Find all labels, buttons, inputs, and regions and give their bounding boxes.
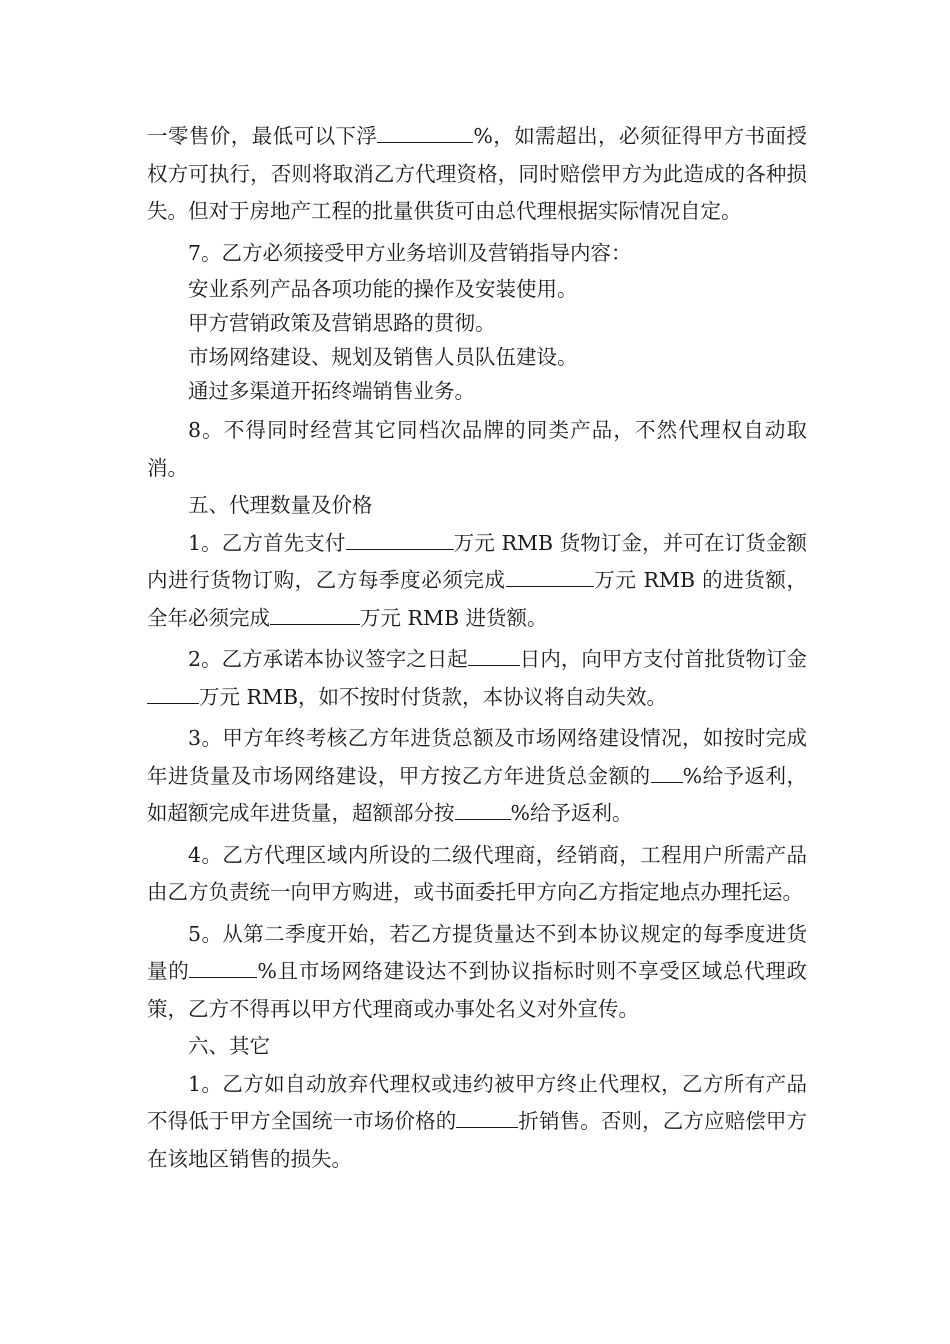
section-heading-text: 五、代理数量及价格: [188, 493, 373, 517]
paragraph-text: 甲方营销政策及营销思路的贯彻。: [188, 311, 496, 335]
paragraph-text: 安业系列产品各项功能的操作及安装使用。: [188, 277, 578, 301]
section-heading-text: 六、其它: [188, 1034, 270, 1058]
paragraph-text: 5。从第二季度开始，若乙方提货量达不到本协议规定的每季度进货量的: [147, 921, 807, 983]
clause-5-2: [147, 641, 807, 716]
paragraph-price-float: [147, 118, 807, 231]
paragraph-text: 1。乙方如自动放弃代理权或违约被甲方终止代理权，乙方所有产品不得低于甲方全国统一市场价格的: [147, 1071, 807, 1133]
fill-blank: [189, 957, 257, 978]
fill-blank: [456, 1107, 518, 1128]
fill-blank: [455, 799, 511, 820]
paragraph-text: 8。不得同时经营其它同档次品牌的同类产品，不然代理权自动取消。: [147, 418, 807, 480]
list-item: [147, 306, 807, 340]
section-heading-6: [147, 1028, 807, 1066]
clause-5-5: [147, 916, 807, 1029]
paragraph-text: 折销售。否则，乙方应赔偿甲方在该地区销售的损失。: [147, 1109, 808, 1171]
paragraph-text: %且市场网络建设达不到协议指标时则不享受区域总代理政策，乙方不得再以甲方代理商或办事处名义对外宣传。: [147, 959, 808, 1021]
list-item: [147, 340, 807, 374]
clause-5-4: [147, 837, 807, 912]
paragraph-text: 万元 RMB，如不按时付货款，本协议将自动失效。: [199, 684, 668, 709]
paragraph-text: %给予返利。: [510, 801, 633, 825]
document-page: [147, 118, 807, 1178]
clause-7: [147, 235, 807, 273]
fill-blank: [346, 529, 454, 550]
clause-6-1: [147, 1066, 807, 1179]
paragraph-text: 4。乙方代理区域内所设的二级代理商，经销商，工程用户所需产品由乙方负责统一向甲方购进，或书面委托甲方向乙方指定地点办理托运。: [147, 842, 807, 904]
section-heading-5: [147, 487, 807, 525]
paragraph-text: 一零售价，最低可以下浮: [147, 124, 378, 148]
paragraph-text: %给予返利，如超额完成年进货量，超额部分按: [147, 763, 808, 825]
fill-blank: [506, 566, 594, 587]
paragraph-text: 市场网络建设、规划及销售人员队伍建设。: [188, 345, 578, 369]
fill-blank: [377, 122, 473, 143]
fill-blank: [651, 762, 683, 783]
clause-5-3: [147, 720, 807, 833]
clause-5-1: [147, 525, 807, 638]
fill-blank: [270, 604, 360, 625]
paragraph-text: 1。乙方首先支付: [188, 530, 346, 555]
paragraph-text: 通过多渠道开拓终端销售业务。: [188, 379, 475, 403]
paragraph-text: 万元 RMB 货物订金，并可在订货金额内进行货物订购，乙方每季度必须完成: [147, 530, 808, 592]
paragraph-text: 3。甲方年终考核乙方年进货总额及市场网络建设情况，如按时完成年进货量及市场网络建设，甲方按乙方年进货总金额的: [147, 726, 807, 788]
paragraph-text: 万元 RMB 的进货额，全年必须完成: [147, 568, 808, 630]
fill-blank: [147, 683, 199, 704]
clause-8: [147, 412, 807, 487]
list-item: [147, 272, 807, 306]
list-item: [147, 374, 807, 408]
fill-blank: [468, 645, 520, 666]
paragraph-text: 2。乙方承诺本协议签字之日起: [188, 647, 468, 671]
paragraph-text: 日内，向甲方支付首批货物订金: [519, 647, 808, 671]
paragraph-text: 7。乙方必须接受甲方业务培训及营销指导内容：: [188, 240, 632, 265]
paragraph-text: %，如需超出，必须征得甲方书面授权方可执行，否则将取消乙方代理资格，同时赔偿甲方为此造成的各种损失。但对于房地产工程的批量供货可由总代理根据实际情况自定。: [147, 124, 807, 223]
paragraph-text: 万元 RMB 进货额。: [360, 605, 548, 630]
